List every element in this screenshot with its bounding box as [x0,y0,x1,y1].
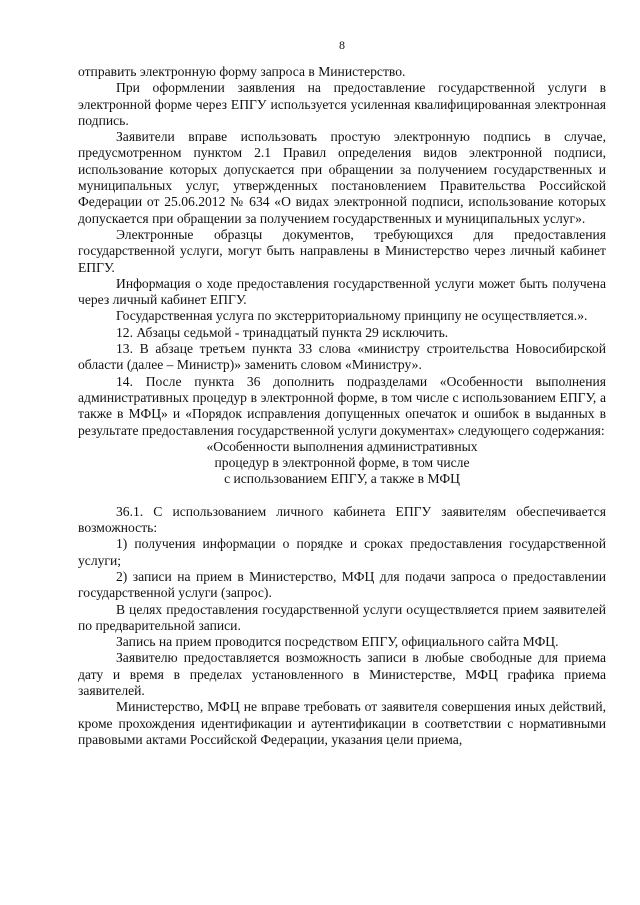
section-title [78,439,606,488]
section-title-line-2: процедур в электронной форме, в том числе [214,455,470,471]
paragraph-13: В целях предоставления государственной услуги осуществляется прием заявителей по предварительной записи. [78,601,606,633]
paragraph-3: Заявители вправе использовать простую электронную подпись в случае, предусмотренном пунктом 2.1 Правил определения видов электронной подписи, использование которых допускается при обращении за получением государственных и муниципальных услуг, утвержденных постановлением Правительства Российской Федерации от 25.06.2012 № 634 «О видах электронной подписи, использование которых допускается при обращении за получением государственных и муниципальных услуг». [78,129,606,226]
paragraph-2: При оформлении заявления на предоставление государственной услуги в электронной форме через ЕПГУ используется усиленная квалифицированная электронная подпись. [78,80,606,128]
page-number: 8 [339,38,345,52]
section-title-line-3: с использованием ЕПГУ, а также в МФЦ [224,471,460,487]
paragraph-8: 13. В абзаце третьем пункта 33 слова «министру строительства Новосибирской области (далее – Министр)» заменить словом «Министру». [78,341,606,373]
paragraph-5: Информация о ходе предоставления государственной услуги может быть получена через личный кабинет ЕПГУ. [78,275,606,308]
paragraph-1: отправить электронную форму запроса в Министерство. [78,64,406,79]
paragraph-12: 2) записи на прием в Министерство, МФЦ для подачи запроса о предоставлении государственной услуги (запрос). [78,568,606,601]
paragraph-4: Электронные образцы документов, требующихся для предоставления государственной услуги, могут быть направлены в Министерство через личный кабинет ЕПГУ. [78,226,606,275]
paragraph-9: 14. После пункта 36 дополнить подразделами «Особенности выполнения административных процедур в электронной форме, в том числе с использованием ЕПГУ, а также в МФЦ» и «Порядок исправления допущенных опечаток и ошибок в выданных в результате предоставления государственной услуги документах» следующего содержания: [78,373,606,438]
paragraph-15: Заявителю предоставляется возможность записи в любые свободные для приема дату и время в пределах установленного в Министерстве, МФЦ графика приема заявителей. [78,650,606,698]
paragraph-6: Государственная услуга по экстерриториальному принципу не осуществляется.». [116,308,588,324]
paragraph-10: 36.1. С использованием личного кабинета ЕПГУ заявителям обеспечивается возможность: [78,503,606,536]
section-title-line-1: «Особенности выполнения административных [206,438,478,454]
paragraph-16: Министерство, МФЦ не вправе требовать от заявителя совершения иных действий, кроме прохождения идентификации и аутентификации в соответствии с нормативными правовыми актами Российской Федерации, указания цели приема, [78,699,606,747]
paragraph-11: 1) получения информации о порядке и сроках предоставления государственной услуги; [78,536,606,568]
paragraph-7: 12. Абзацы седьмой - тринадцатый пункта 29 исключить. [116,324,449,340]
paragraph-14: Запись на прием проводится посредством ЕПГУ, официального сайта МФЦ. [116,634,559,650]
